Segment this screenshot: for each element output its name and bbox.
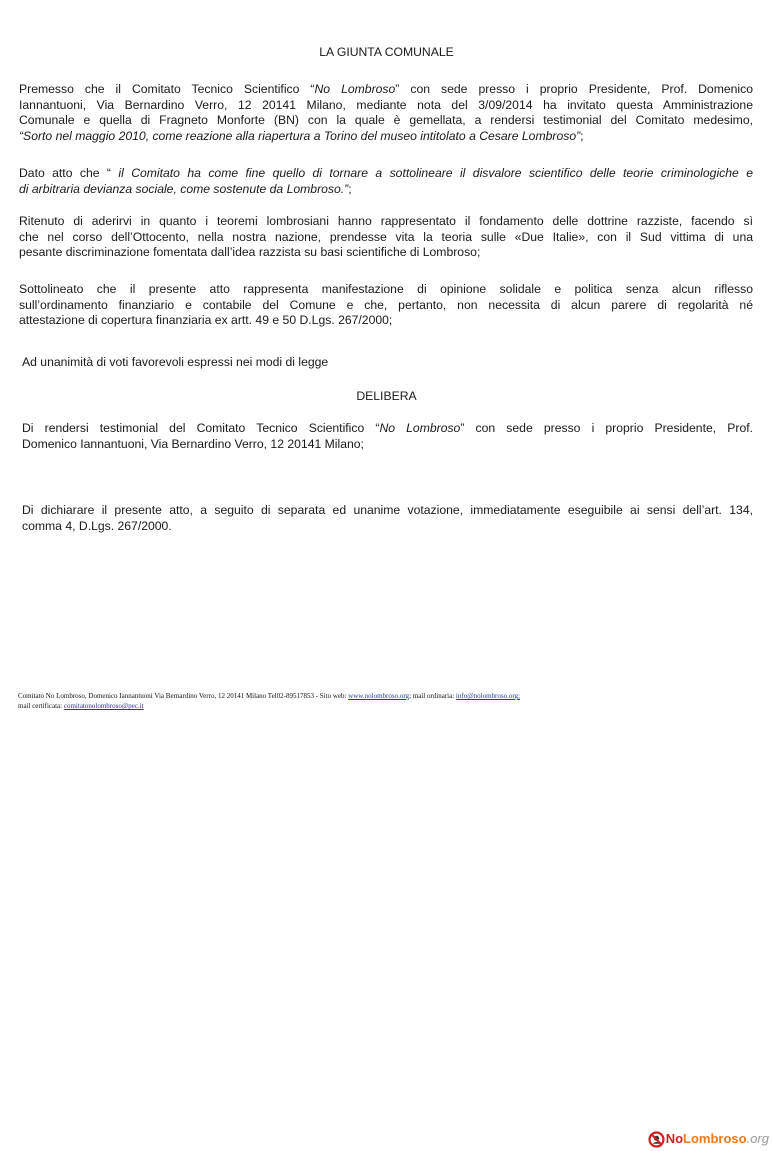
ritenuto-paragraph <box>19 214 753 261</box>
delibera-heading: DELIBERA <box>356 389 417 403</box>
text-line: Premesso che il Comitato Tecnico Scientifico “No Lombroso” con sede presso i proprio Presidente, Prof. Domenico <box>19 82 753 96</box>
unanimita-line: Ad unanimità di voti favorevoli espressi nei modi di legge <box>22 355 329 369</box>
dato-atto-paragraph <box>19 166 753 197</box>
text-line: “Sorto nel maggio 2010, come reazione alla riapertura a Torino del museo intitolato a Cesare Lombroso”; <box>19 128 584 143</box>
italic-text: No Lombroso <box>379 421 461 435</box>
text-line: pesante discriminazione fomentata dall’idea razzista su basi scientifiche di Lombroso; <box>19 245 481 260</box>
text-line: attestazione di copertura finanziaria ex artt. 49 e 50 D.Lgs. 267/2000; <box>19 313 393 328</box>
text-line: che nel corso dell’Ottocento, nella nostra nazione, prendesse vita la teoria sulle «Due Italie», con il Sud vittima di una <box>19 229 753 244</box>
page-title: LA GIUNTA COMUNALE <box>319 45 454 59</box>
logo-no: No <box>665 1131 684 1147</box>
footer-line-1 <box>18 691 658 701</box>
website-link[interactable]: www.nolombroso.org <box>348 692 410 700</box>
sottolineato-paragraph <box>19 282 753 329</box>
text-line: sull’ordinamento finanziario e contabile del Comune e che, pertanto, non necessita di alcun parere di regolarità né <box>19 297 753 312</box>
delibera-item-2 <box>22 503 753 534</box>
text-line: Sottolineato che il presente atto rappresenta manifestazione di opinione solidale e politica senza alcun riflesso <box>19 282 753 296</box>
italic-text: il Comitato ha come fine quello di tornare a sottolineare il disvalore scientifico delle teorie criminologiche e <box>110 166 753 180</box>
italic-text: “Sorto nel maggio 2010, come reazione alla riapertura a Torino del museo intitolato a Cesare Lombroso” <box>19 128 581 143</box>
premesso-paragraph <box>19 82 753 144</box>
nolombroso-logo <box>648 1128 769 1150</box>
logo-tld: .org <box>746 1131 769 1147</box>
footer-line-2 <box>18 701 658 711</box>
text-line: Di rendersi testimonial del Comitato Tecnico Scientifico “No Lombroso” con sede presso i proprio Presidente, Prof. <box>22 421 753 435</box>
text-line: Domenico Iannantuoni, Via Bernardino Verro, 12 20141 Milano; <box>22 436 364 451</box>
italic-text: di arbitraria devianza sociale, come sostenute da Lombroso.” <box>19 181 349 196</box>
text-line: Iannantuoni, Via Bernardino Verro, 12 20141 Milano, mediante nota del 3/09/2014 ha invitato questa Amministrazione <box>19 97 753 112</box>
text-line: Di dichiarare il presente atto, a seguito di separata ed unanime votazione, immediatamente eseguibile ai sensi dell’art. 134, <box>22 503 753 517</box>
text-line: Dato atto che “ il Comitato ha come fine quello di tornare a sottolineare il disvalore scientifico delle teorie criminologiche e <box>19 166 753 180</box>
delibera-item-1 <box>22 421 753 452</box>
footer-address: Comitato No Lombroso, Domenico Iannantuoni Via Bernardino Verro, 12 20141 Milano Tel02-89517853 - Sito web: <box>18 692 349 700</box>
text-line: Ritenuto di aderirvi in quanto i teoremi lombrosiani hanno rappresentato il fondamento delle dottrine razziste, facendo sì <box>19 214 753 228</box>
footer-mail-label: ; mail ordinaria: <box>409 692 456 700</box>
no-sign-icon <box>648 1131 665 1148</box>
footer-contacts <box>18 691 658 711</box>
italic-text: No Lombroso <box>314 82 396 96</box>
text-line: Comunale e quella di Fragneto Monforte (BN) con la quale è gemellata, a rendersi testimonial del Comitato medesimo, <box>19 113 753 128</box>
email-link[interactable]: info@nolombroso.org; <box>455 692 520 700</box>
footer-pec-label: mail certificata: <box>18 702 64 710</box>
text-line: di arbitraria devianza sociale, come sostenute da Lombroso.”; <box>19 181 352 196</box>
pec-link[interactable]: comitatonolombroso@pec.it <box>63 702 144 710</box>
text-line: comma 4, D.Lgs. 267/2000. <box>22 518 172 533</box>
logo-name: Lombroso <box>683 1131 747 1147</box>
